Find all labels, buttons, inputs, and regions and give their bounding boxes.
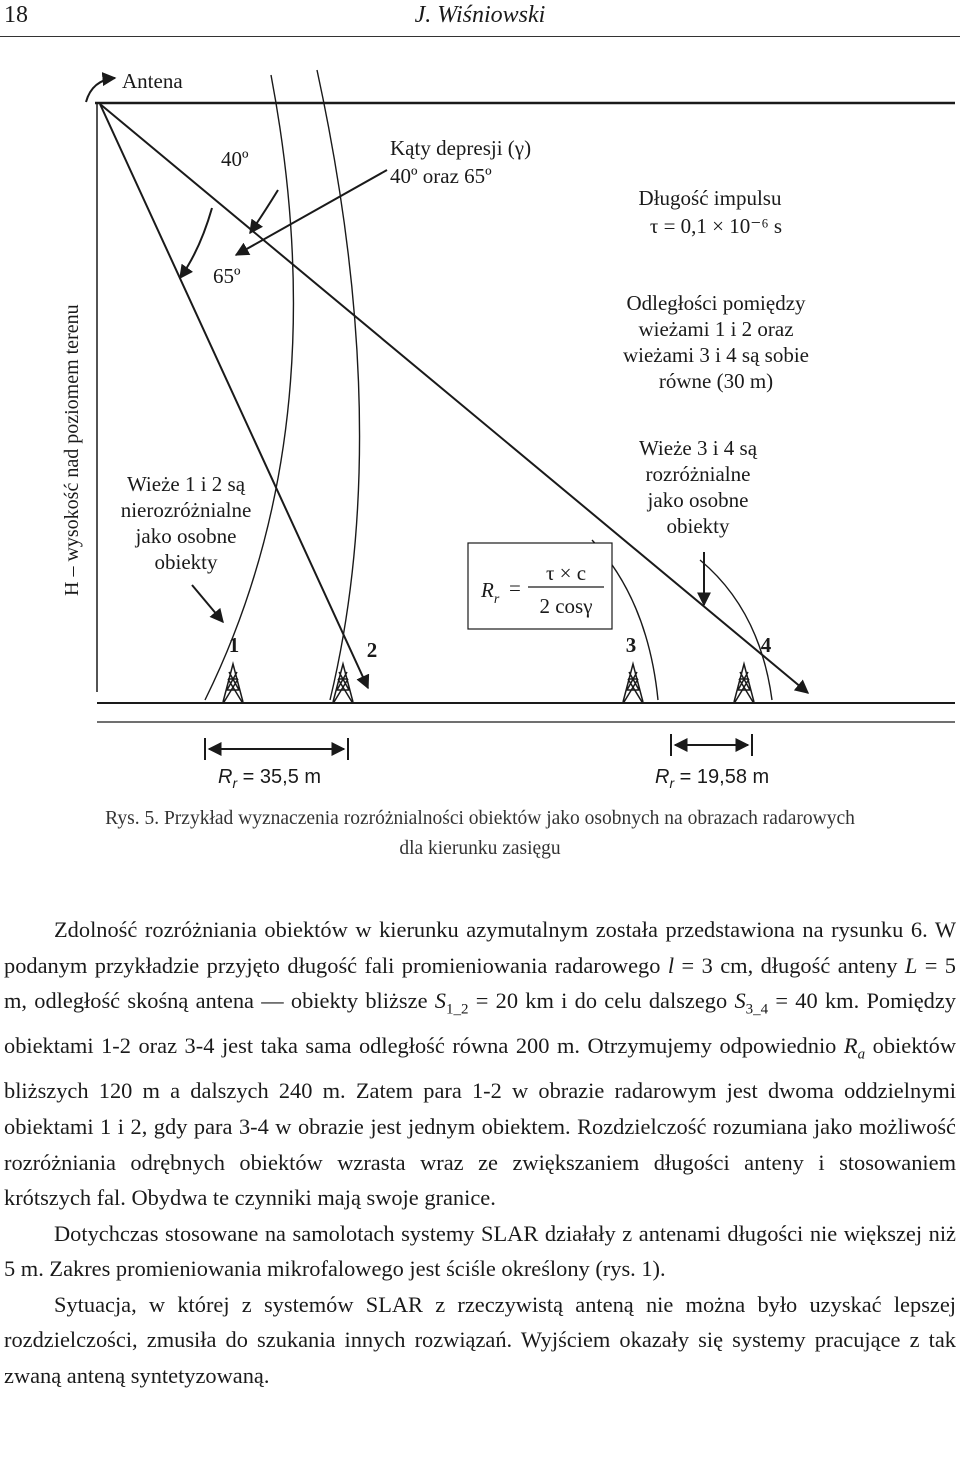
wavefront-arc-2 — [317, 70, 360, 700]
formula-denominator: 2 cosγ — [539, 594, 593, 618]
paragraph-segment: obiektów bliższych 120 m a dalszych 240 m. Zatem para 1-2 w obrazie radarowym jest dwoma oddzielnymi obiektami 1 i 2, gdy para 3-4 w obrazie jest jednym obiektem. Rozdzielczość rozumiana jako możliwość rozróżniania odrębnych obiektów wzrasta wraz ze zwiększaniem długości anteny i stosowaniem krótszych fal. Obydwa te czynniki mają swoje granice. — [4, 1033, 956, 1211]
tower-3-label: 3 — [625, 633, 637, 657]
angle-40-label: 40º — [221, 147, 249, 171]
paragraph: Dotychczas stosowane na samolotach systemy SLAR działały z antenami długości nie większej niż 5 m. Zakres promieniowania mikrofalowego jest ściśle określony (rys. 1). — [4, 1220, 956, 1282]
tower-4-icon — [734, 664, 754, 702]
caption-line: Rys. 5. Przykład wyznaczenia rozróżnialności obiektów jako osobnych na obrazach radarowych — [105, 808, 855, 829]
tower-1-label: 1 — [228, 633, 240, 657]
dimension-left — [205, 738, 348, 760]
paragraph-segment: a — [857, 1046, 866, 1063]
paragraph-segment: 3_4 — [745, 1001, 769, 1018]
antenna-label: Antena — [122, 69, 183, 93]
wavefront-arc-1 — [205, 75, 293, 700]
ray-65-degrees — [100, 104, 368, 688]
unresolvable-note-line: obiekty — [154, 550, 218, 574]
pulse-value: τ = 0,1 × 10⁻⁶ s — [649, 214, 783, 238]
running-author: J. Wiśniowski — [414, 2, 546, 28]
angle-arc-65 — [180, 208, 212, 278]
range-resolution-formula — [468, 543, 612, 629]
figure-caption — [0, 804, 960, 864]
angle-arc-40 — [250, 190, 278, 233]
angle-65-label: 65º — [213, 264, 241, 288]
paragraph-segment: S — [434, 988, 446, 1014]
tower-2-icon — [333, 664, 353, 702]
paragraph-segment: l — [667, 952, 675, 978]
paragraph-segment: = 3 cm, długość anteny — [674, 952, 905, 978]
formula-numerator: τ × c — [545, 561, 587, 585]
distance-note-line: wieżami 1 i 2 oraz — [638, 317, 794, 341]
unresolvable-arrow — [192, 585, 223, 622]
depression-values: 40º oraz 65º — [390, 164, 492, 188]
paragraph-segment: L — [904, 952, 918, 978]
formula-lhs: $R_r$ — [481, 578, 500, 607]
paragraph-segment: = 20 km i do celu dalszego — [468, 988, 735, 1014]
page-number: 18 — [4, 2, 28, 28]
resolvable-note-line: rozróżnialne — [645, 462, 751, 486]
resolution-left-label: $R_r = 35,5$ m — [218, 766, 322, 791]
resolvable-note-line: Wieże 3 i 4 są — [638, 436, 758, 460]
header-rule — [0, 36, 960, 37]
page-header — [0, 0, 960, 40]
distance-note-line: wieżami 3 i 4 są sobie — [622, 343, 810, 367]
radar-range-resolution-figure — [0, 40, 960, 800]
pulse-title: Długość impulsu — [638, 186, 782, 210]
paragraph-segment: Zdolność rozróżniania obiektów w kierunku azymutalnym została przedstawiona na rysunku 6. W podanym przykładzie przyjęto długość fali promieniowania radarowego — [4, 917, 956, 978]
paragraph — [4, 912, 956, 1216]
tower-2-label: 2 — [366, 638, 378, 662]
resolvable-note-line: obiekty — [666, 514, 730, 538]
height-axis-label: H – wysokość nad poziomem terenu — [61, 304, 83, 596]
paragraph-segment: S — [734, 988, 746, 1014]
paragraph-segment: = 5 m, odległość skośną antena — obiekty bliższe — [4, 952, 956, 1014]
resolvable-note-line: jako osobne — [647, 488, 749, 512]
unresolvable-note-line: Wieże 1 i 2 są — [126, 472, 246, 496]
depression-arrow — [236, 170, 387, 255]
resolution-right-label: $R_r = 19,58$ m — [655, 766, 770, 791]
distance-note-line: równe (30 m) — [658, 369, 774, 393]
paragraph-segment: R — [843, 1033, 858, 1059]
depression-title: Kąty depresji (γ) — [390, 136, 532, 160]
caption-line: dla kierunku zasięgu — [399, 838, 561, 859]
tower-1-icon — [223, 664, 243, 702]
paragraph-segment: = 40 km. Pomiędzy obiektami 1-2 oraz 3-4 jest taka sama odległość równa 200 m. Otrzymujemy odpowiednio — [4, 988, 956, 1059]
antenna-icon — [86, 78, 115, 102]
tower-3-icon — [623, 664, 643, 702]
tower-4-label: 4 — [760, 633, 772, 657]
dimension-right — [671, 734, 752, 756]
unresolvable-note-line: jako osobne — [135, 524, 237, 548]
unresolvable-note — [121, 472, 252, 574]
distance-note — [623, 291, 809, 393]
unresolvable-note-line: nierozróżnialne — [120, 498, 252, 522]
body-text — [4, 912, 956, 1394]
paragraph-segment: 1_2 — [445, 1001, 469, 1018]
wavefront-arc-4 — [700, 560, 772, 700]
formula-eq: = — [509, 576, 521, 600]
distance-note-line: Odległości pomiędzy — [626, 291, 806, 315]
paragraph: Sytuacja, w której z systemów SLAR z rzeczywistą anteną nie można było uzyskać lepszej rozdzielczości, zmusiła do szukania innych rozwiązań. Wyjściem okazały się systemy pracujące z tak zwaną anteną syntetyzowaną. — [4, 1291, 956, 1389]
resolvable-note — [639, 436, 758, 538]
